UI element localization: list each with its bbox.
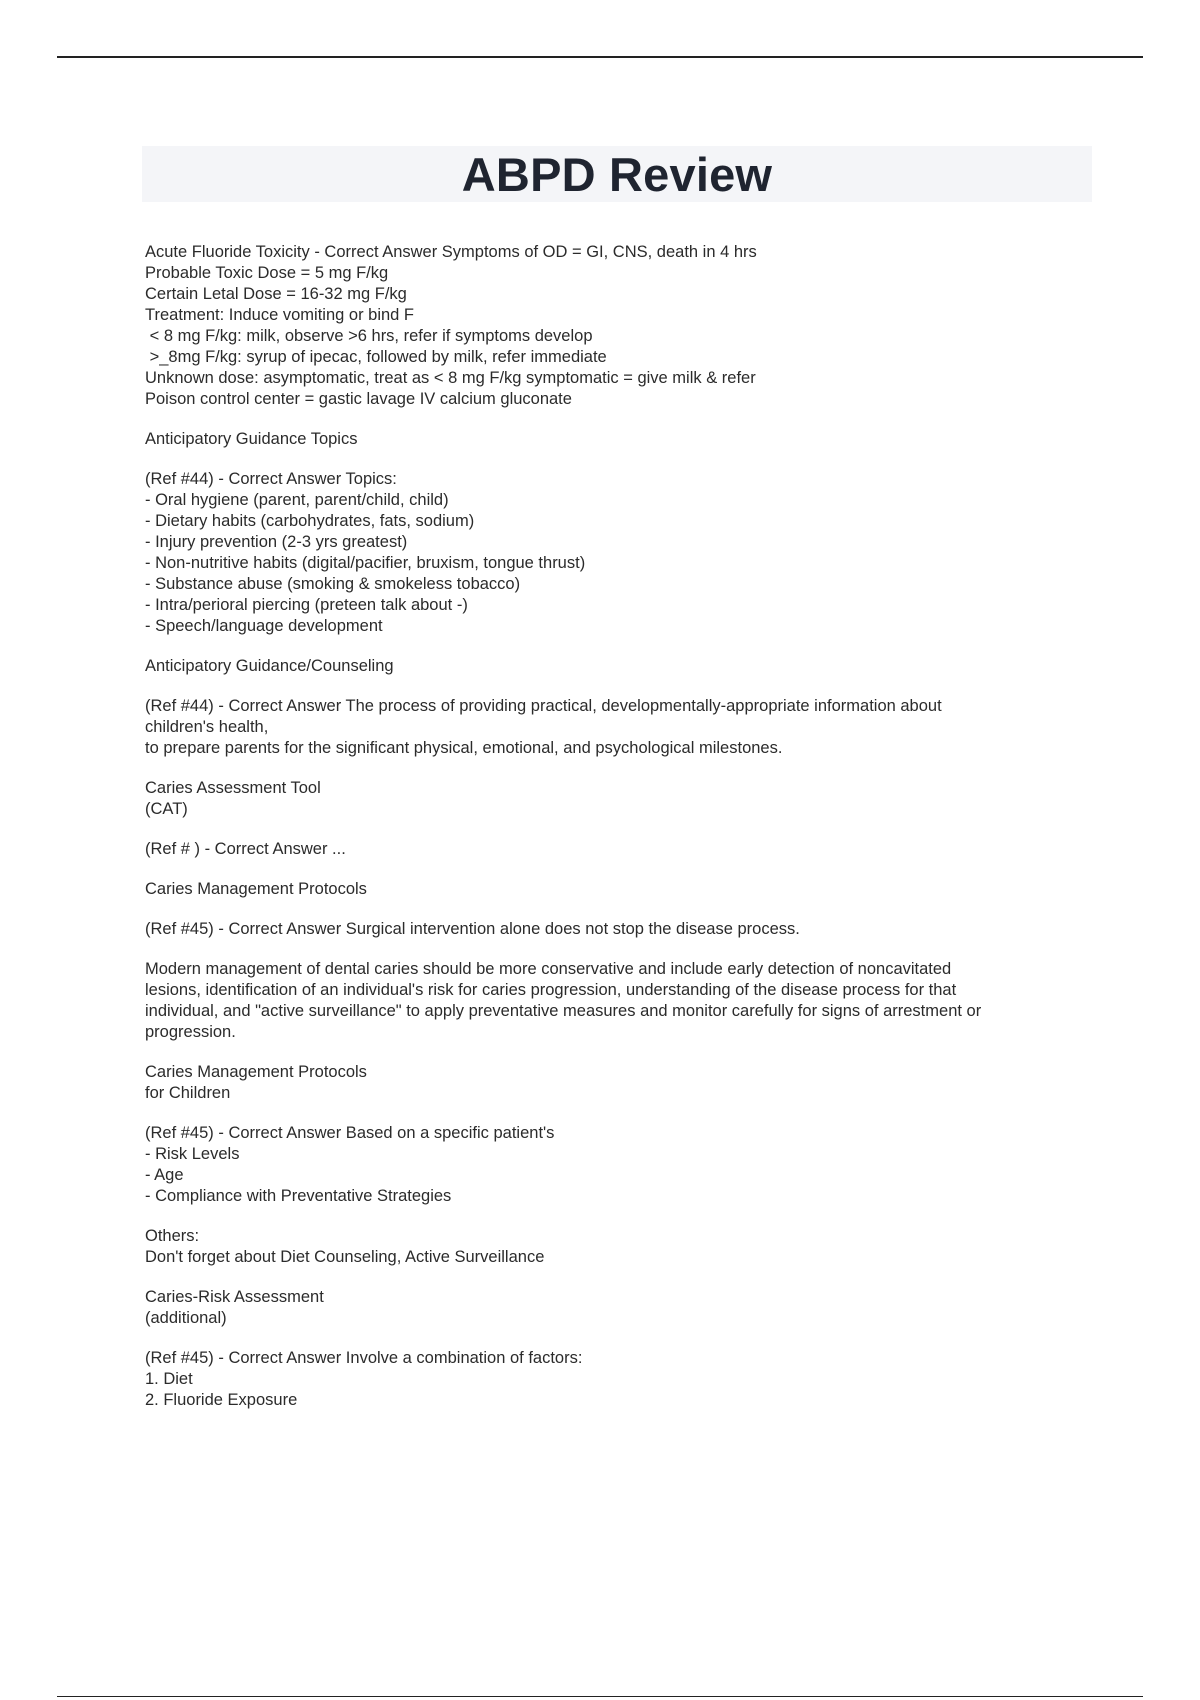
text-block	[145, 1062, 1075, 1104]
text-block	[145, 469, 1075, 637]
text-block	[145, 959, 1075, 1043]
text-block	[145, 778, 1075, 820]
text-line: individual, and "active surveillance" to apply preventative measures and monitor carefully for signs of arrestment or	[145, 1002, 982, 1020]
text-line: < 8 mg F/kg: milk, observe >6 hrs, refer if symptoms develop	[145, 327, 593, 345]
text-line: (CAT)	[145, 800, 188, 818]
text-line: Unknown dose: asymptomatic, treat as < 8 mg F/kg symptomatic = give milk & refer	[145, 369, 756, 387]
text-block	[145, 429, 1075, 450]
text-line: (Ref # ) - Correct Answer ...	[145, 840, 346, 858]
text-line: (Ref #45) - Correct Answer Based on a specific patient's	[145, 1124, 555, 1142]
text-line: 2. Fluoride Exposure	[145, 1391, 298, 1409]
text-line: Anticipatory Guidance Topics	[145, 430, 358, 448]
text-line: - Substance abuse (smoking & smokeless tobacco)	[145, 575, 521, 593]
text-block	[145, 1123, 1075, 1207]
text-line: Acute Fluoride Toxicity - Correct Answer Symptoms of OD = GI, CNS, death in 4 hrs	[145, 243, 757, 261]
text-line: (additional)	[145, 1309, 227, 1327]
text-line: - Age	[145, 1166, 184, 1184]
text-line: - Risk Levels	[145, 1145, 240, 1163]
text-line: Probable Toxic Dose = 5 mg F/kg	[145, 264, 389, 282]
text-line: Anticipatory Guidance/Counseling	[145, 657, 394, 675]
text-block	[145, 879, 1075, 900]
text-line: - Speech/language development	[145, 617, 383, 635]
text-line: - Intra/perioral piercing (preteen talk about -)	[145, 596, 468, 614]
text-block	[145, 919, 1075, 940]
text-line: Caries-Risk Assessment	[145, 1288, 324, 1306]
text-line: - Non-nutritive habits (digital/pacifier, bruxism, tongue thrust)	[145, 554, 586, 572]
text-line: progression.	[145, 1023, 236, 1041]
top-rule	[57, 56, 1143, 58]
text-line: Certain Letal Dose = 16-32 mg F/kg	[145, 285, 407, 303]
text-line: Caries Management Protocols	[145, 880, 367, 898]
page-title: ABPD Review	[461, 147, 773, 201]
text-line: to prepare parents for the significant physical, emotional, and psychological milestones.	[145, 739, 783, 757]
text-line: - Compliance with Preventative Strategies	[145, 1187, 452, 1205]
text-line: Don't forget about Diet Counseling, Active Surveillance	[145, 1248, 545, 1266]
text-line: (Ref #45) - Correct Answer Involve a combination of factors:	[145, 1349, 583, 1367]
text-block	[145, 696, 1075, 759]
document-body	[145, 242, 1075, 1430]
text-line: - Injury prevention (2-3 yrs greatest)	[145, 533, 408, 551]
text-line: Others:	[145, 1227, 200, 1245]
text-line: Poison control center = gastic lavage IV calcium gluconate	[145, 390, 572, 408]
text-line: (Ref #44) - Correct Answer Topics:	[145, 470, 397, 488]
text-line: >_8mg F/kg: syrup of ipecac, followed by milk, refer immediate	[145, 348, 607, 366]
text-block	[145, 656, 1075, 677]
text-block	[145, 839, 1075, 860]
text-block	[145, 1226, 1075, 1268]
title-banner	[142, 146, 1092, 202]
text-line: Caries Assessment Tool	[145, 779, 321, 797]
text-block	[145, 242, 1075, 410]
text-line: (Ref #45) - Correct Answer Surgical intervention alone does not stop the disease process.	[145, 920, 800, 938]
text-line: 1. Diet	[145, 1370, 193, 1388]
text-line: lesions, identification of an individual's risk for caries progression, understanding of the disease process for that	[145, 981, 957, 999]
bottom-rule	[57, 1696, 1143, 1697]
text-line: children's health,	[145, 718, 269, 736]
text-line: Modern management of dental caries should be more conservative and include early detection of noncavitated	[145, 960, 952, 978]
text-line: (Ref #44) - Correct Answer The process of providing practical, developmentally-appropriate information about	[145, 697, 942, 715]
text-block	[145, 1348, 1075, 1411]
text-line: - Oral hygiene (parent, parent/child, child)	[145, 491, 449, 509]
text-line: Treatment: Induce vomiting or bind F	[145, 306, 415, 324]
text-block	[145, 1287, 1075, 1329]
text-line: Caries Management Protocols	[145, 1063, 367, 1081]
text-line: - Dietary habits (carbohydrates, fats, sodium)	[145, 512, 475, 530]
text-line: for Children	[145, 1084, 231, 1102]
